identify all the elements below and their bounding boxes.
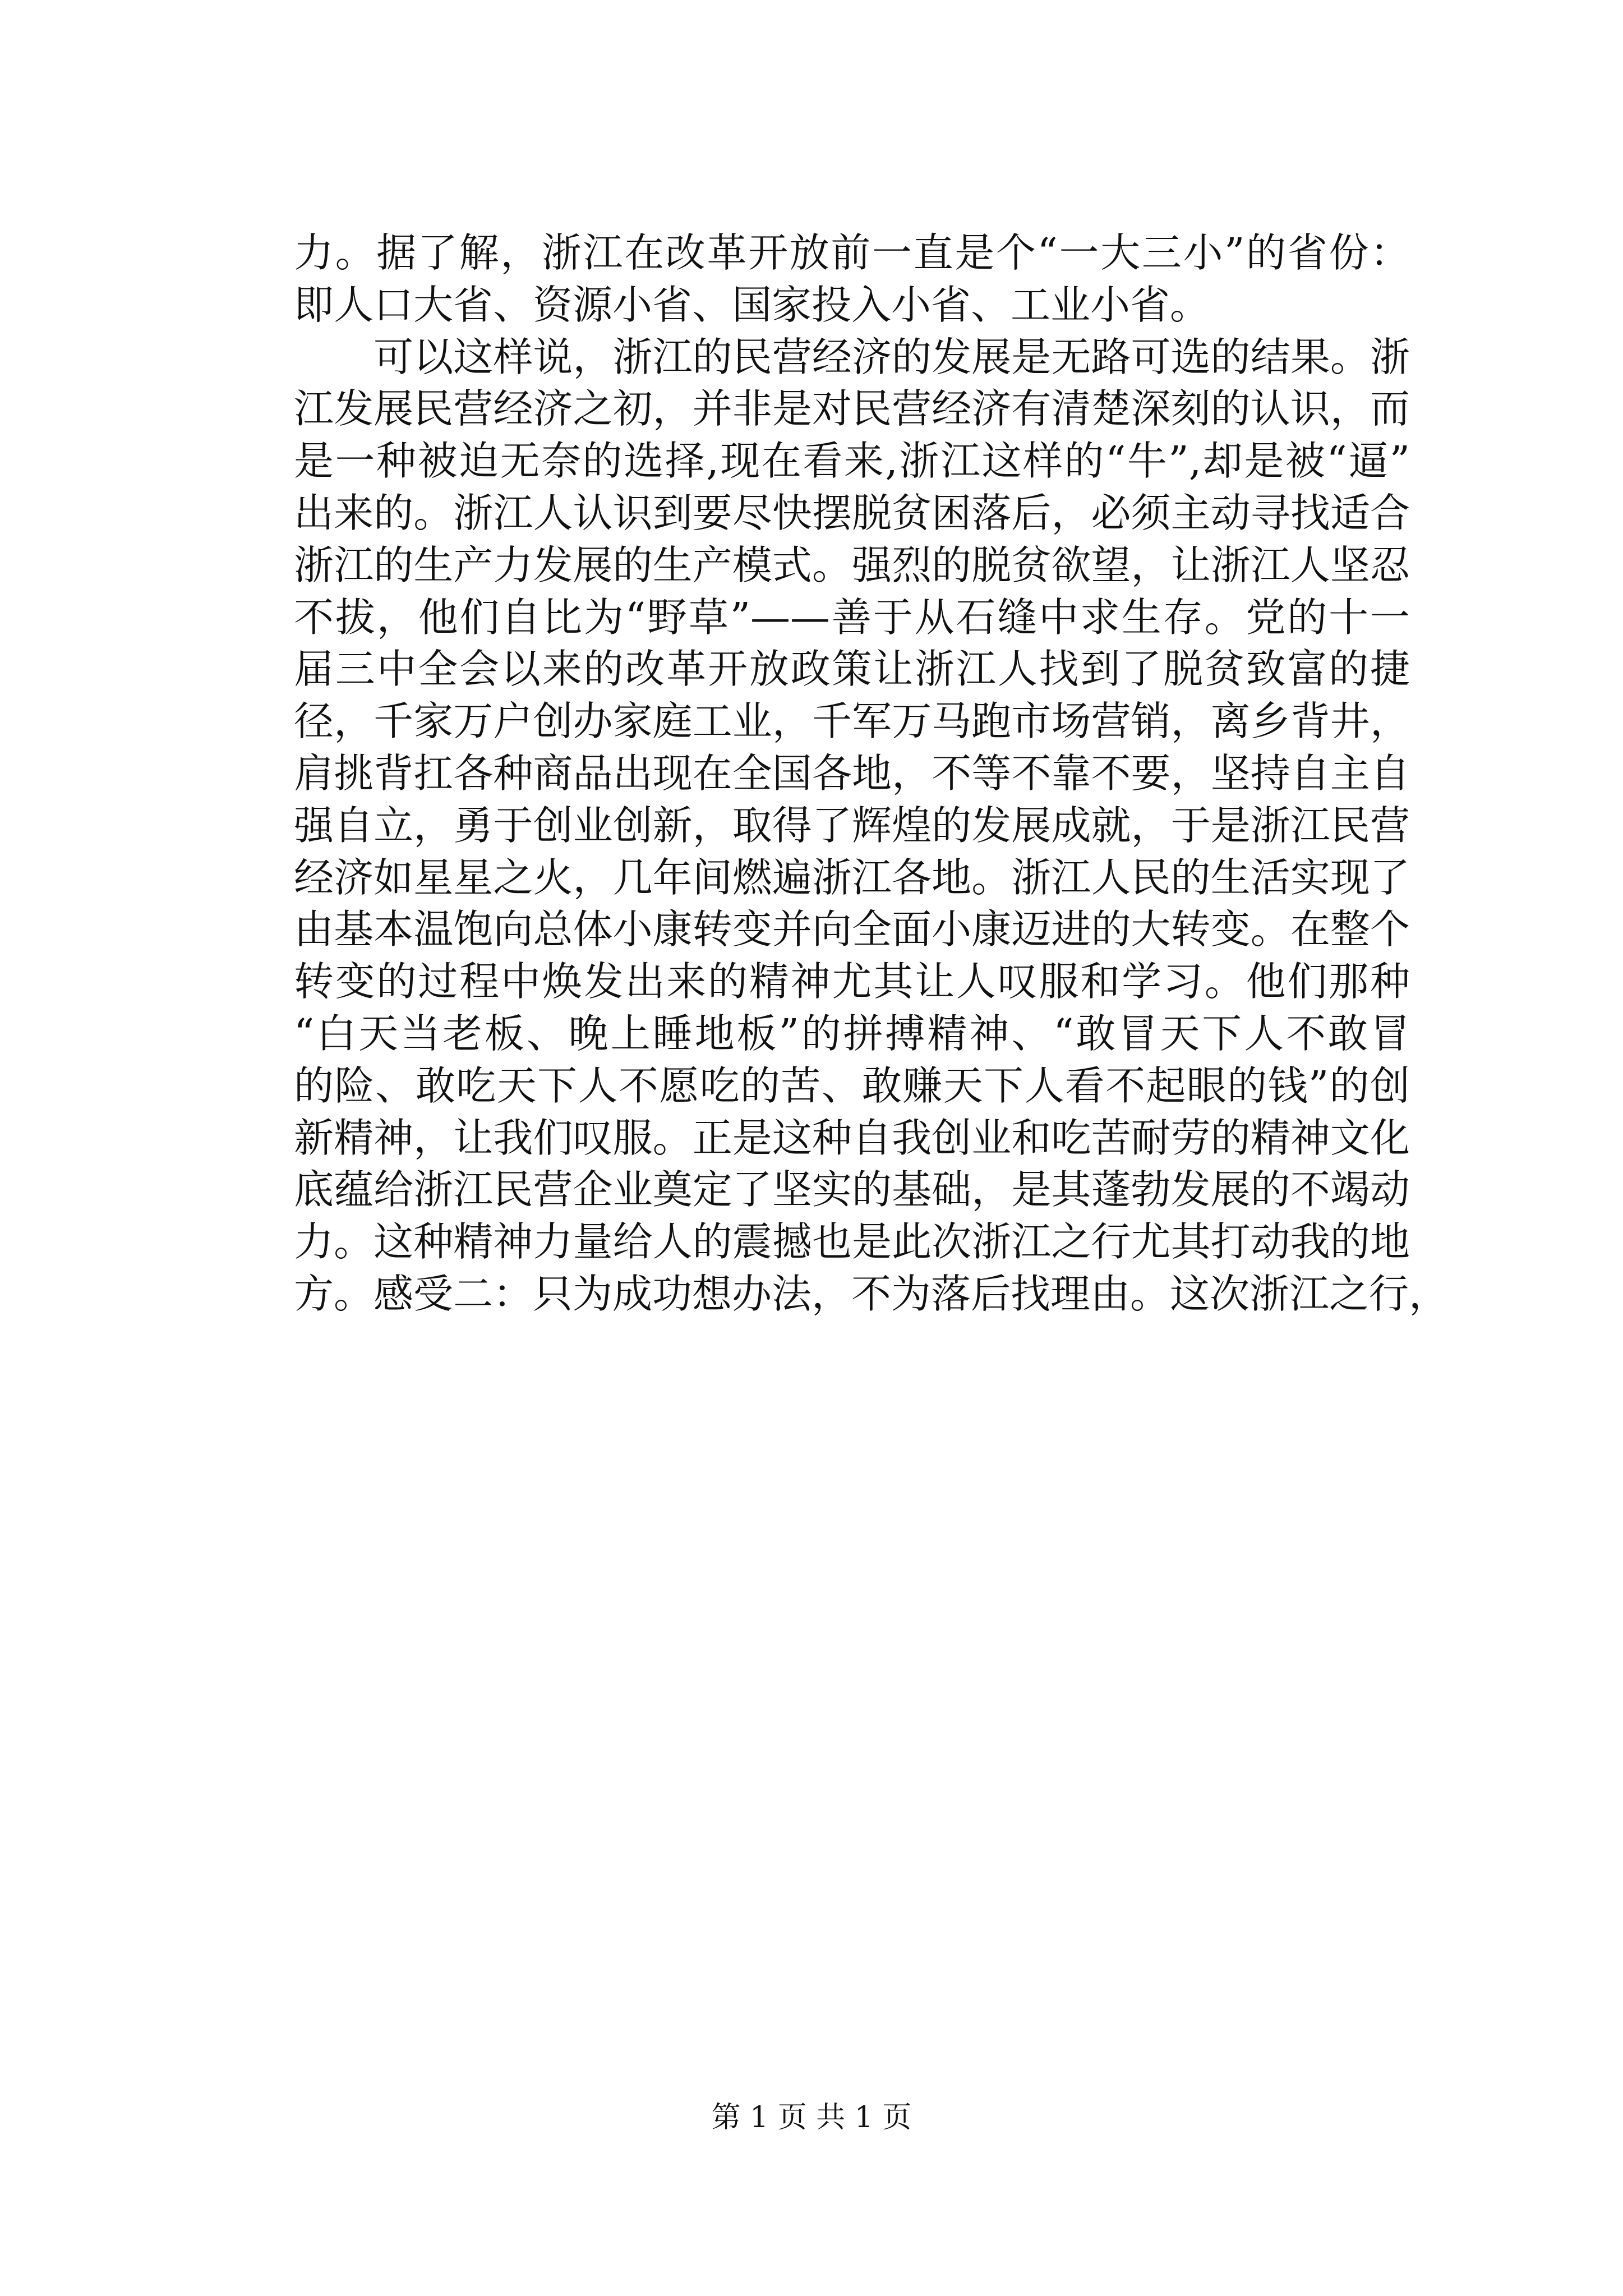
text-line: 浙江的生产力发展的生产模式。强烈的脱贫欲望，让浙江人坚忍 xyxy=(294,541,1410,588)
text-line: 届三中全会以来的改革开放政策让浙江人找到了脱贫致富的捷 xyxy=(294,646,1410,693)
text-line: 方。感受二：只为成功想办法，不为落后找理由。这次浙江之行， xyxy=(294,1270,1449,1317)
text-line: 不拔，他们自比为“野草”——善于从石缝中求生存。党的十一 xyxy=(294,593,1410,641)
text-line: 可以这样说，浙江的民营经济的发展是无路可选的结果。浙 xyxy=(374,333,1410,380)
text-line: 经济如星星之火，几年间燃遍浙江各地。浙江人民的生活实现了 xyxy=(294,854,1410,901)
text-line: 强自立，勇于创业创新，取得了辉煌的发展成就，于是浙江民营 xyxy=(294,802,1410,849)
text-line: 力。据了解，浙江在改革开放前一直是个“一大三小”的省份： xyxy=(294,229,1410,276)
text-line: 转变的过程中焕发出来的精神尤其让人叹服和学习。他们那种 xyxy=(294,958,1410,1005)
text-line: 即人口大省、资源小省、国家投入小省、工业小省。 xyxy=(294,281,1210,328)
text-line: 底蕴给浙江民营企业奠定了坚实的基础，是其蓬勃发展的不竭动 xyxy=(294,1166,1410,1213)
text-line: 肩挑背扛各种商品出现在全国各地，不等不靠不要，坚持自主自 xyxy=(294,749,1410,797)
page-footer xyxy=(0,2101,1623,2134)
text-line: 径，千家万户创办家庭工业，千军万马跑市场营销，离乡背井， xyxy=(294,698,1410,745)
page-number-label: 第 1 页 共 1 页 xyxy=(711,2101,912,2134)
text-line: “白天当老板、晚上睡地板”的拼搏精神、“敢冒天下人不敢冒 xyxy=(294,1010,1410,1057)
text-line: 由基本温饱向总体小康转变并向全面小康迈进的大转变。在整个 xyxy=(294,906,1410,953)
body-text xyxy=(294,227,1449,1320)
text-line: 的险、敢吃天下人不愿吃的苦、敢赚天下人看不起眼的钱”的创 xyxy=(294,1062,1410,1109)
text-line: 力。这种精神力量给人的震撼也是此次浙江之行尤其打动我的地 xyxy=(294,1218,1410,1266)
text-line: 是一种被迫无奈的选择,现在看来,浙江这样的“牛”,却是被“逼” xyxy=(294,438,1410,485)
text-line: 新精神，让我们叹服。正是这种自我创业和吃苦耐劳的精神文化 xyxy=(294,1114,1410,1161)
text-line: 出来的。浙江人认识到要尽快摆脱贫困落后，必须主动寻找适合 xyxy=(294,489,1410,536)
text-line: 江发展民营经济之初，并非是对民营经济有清楚深刻的认识，而 xyxy=(294,385,1410,432)
